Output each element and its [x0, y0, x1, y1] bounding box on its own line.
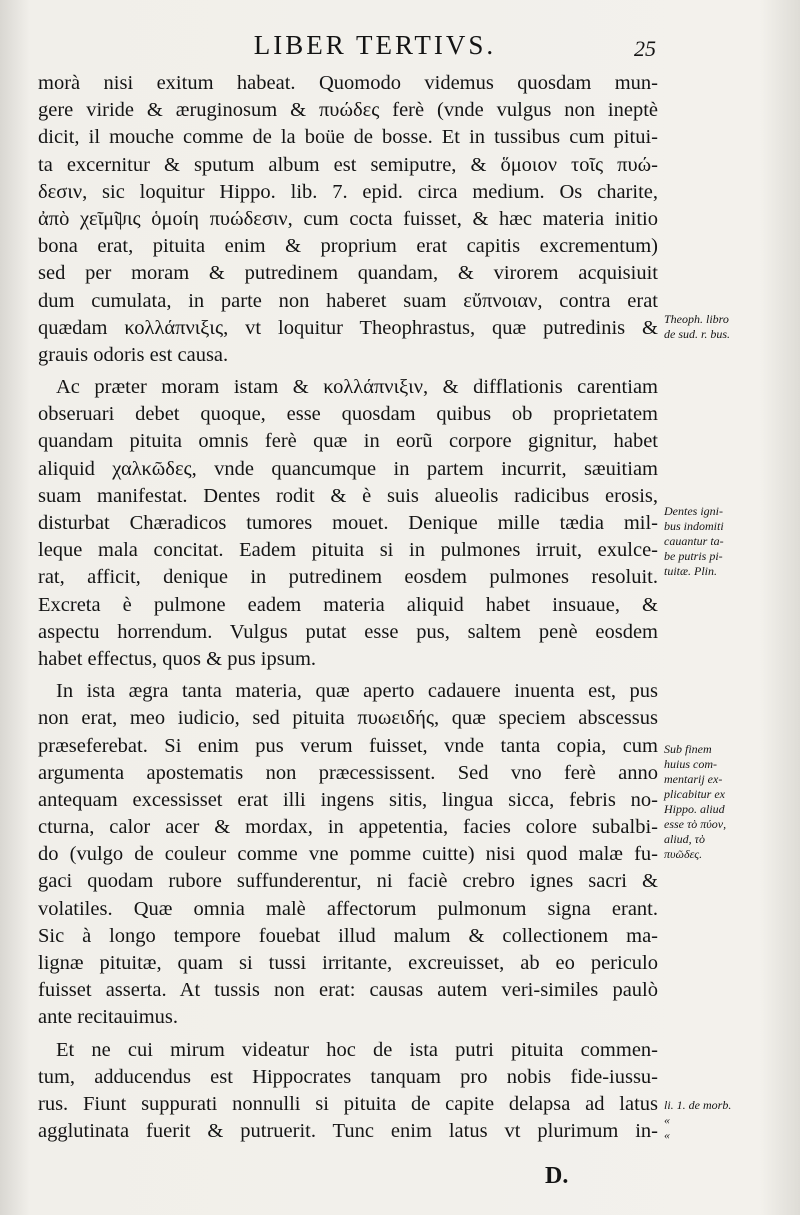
text-line: ἀπὸ χεῖμ̃ψις ὁμοίη πυώδεσιν, cum cocta fuisset, & hæc materia initio [38, 207, 658, 230]
margin-note: li. 1. de morb. « « [664, 1098, 732, 1142]
text-line: quædam κολλάπνιξις, vt loquitur Theophrastus, quæ putredinis & [38, 316, 658, 339]
main-text-block [38, 70, 658, 1145]
text-line: argumenta apostematis non præcessissent. Sed vno ferè anno [38, 761, 658, 784]
text-line: disturbat Chæradicos tumores mouet. Denique mille tædia mil- [38, 512, 658, 534]
text-line: sed per moram & putredinem quandam, & virorem acquisiuit [38, 262, 658, 285]
text-line: dum cumulata, in parte non haberet suam εὔπνοιαν, contra erat [38, 289, 658, 312]
text-line: Ac præter moram istam & κολλάπνιξιν, & difflationis carentiam [56, 376, 658, 399]
text-line: gere viride & æruginosum & πυώδες ferè (vnde vulgus non ineptè [38, 99, 658, 122]
signature-mark: D. [545, 1163, 569, 1189]
text-line: leque mala concitat. Eadem pituita si in pulmones irruit, exulce- [38, 539, 658, 562]
text-line: aspectu horrendum. Vulgus putat esse pus, saltem penè eosdem [38, 620, 658, 643]
text-line: cturna, calor acer & mordax, in appetentia, facies colore subalbi- [38, 816, 658, 839]
text-line: Et ne cui mirum videatur hoc de ista putri pituita commen- [56, 1038, 658, 1061]
text-line: quandam pituita omnis ferè quæ in eorũ corpore gignitur, habet [38, 430, 658, 453]
margin-note: Dentes igni- bus indomiti cauantur ta- be putris pi- tuitæ. Plin. [664, 504, 724, 578]
text-line: ta excernitur & sputum album est semiputre, & ὅμοιον τοῖς πυώ- [38, 153, 658, 176]
margin-note: Theoph. libro de sud. r. bus. [664, 312, 731, 341]
text-line: Sic à longo tempore fouebat illud malum & collectionem ma- [38, 924, 658, 947]
text-line: habet effectus, quos & pus ipsum. [38, 647, 317, 670]
text-line: non erat, meo iudicio, sed pituita πυωειδής, quæ speciem abscessus [38, 707, 658, 730]
text-line: aliquid χαλκῶδες, vnde quancumque in partem incurrit, sæuitiam [38, 457, 658, 480]
text-line: dicit, il mouche comme de la boüe de bosse. Et in tussibus cum pitui- [38, 126, 658, 149]
text-line: rus. Fiunt suppurati nonnulli si pituita de capite delapsa ad latus [38, 1092, 658, 1115]
text-line: volatiles. Quæ omnia malè affectorum pulmonum signa erant. [38, 897, 658, 920]
text-line: fuisset asserta. At tussis non erat: causas autem veri-similes paulò [38, 979, 658, 1002]
text-line: tum, adducendus est Hippocrates tanquam pro nobis fide-iussu- [38, 1065, 658, 1088]
page-number: 25 [634, 36, 656, 61]
text-line: gaci quodam rubore suffunderentur, ni faciè crebro ignes sacri & [38, 870, 658, 893]
text-line: præseferebat. Si enim pus verum fuisset, vnde tanta copia, cum [38, 734, 658, 757]
text-line: δεσιν, sic loquitur Hippo. lib. 7. epid. circa medium. Os charite, [38, 180, 658, 203]
text-line: obseruari debet quoque, esse quosdam quibus ob proprietatem [38, 403, 658, 426]
text-line: antequam excessisset erat illi ingens sitis, lingua sicca, febris no- [38, 788, 658, 811]
text-line: ante recitauimus. [38, 1006, 179, 1029]
text-line: grauis odoris est causa. [38, 343, 229, 366]
text-line: In ista ægra tanta materia, quæ aperto cadauere inuenta est, pus [56, 680, 658, 703]
text-line: suam manifestat. Dentes rodit & è suis alueolis radicibus erosis, [38, 484, 658, 507]
text-line: Excreta è pulmone eadem materia aliquid habet insuaue, & [38, 593, 658, 616]
running-title: LIBER TERTIVS. [253, 30, 497, 60]
text-line: morà nisi exitum habeat. Quomodo videmus quosdam mun- [38, 72, 658, 94]
text-line: bona erat, pituita enim & proprium erat capitis excrementum) [38, 235, 658, 258]
text-line: agglutinata fuerit & putruerit. Tunc enim latus vt plurimum in- [38, 1120, 658, 1143]
text-line: lignæ pituitæ, quam si tussi irritante, excreuisset, ab eo periculo [38, 952, 658, 974]
margin-note: Sub finem huius com- mentarij ex- plicabitur ex Hippo. aliud esse τὸ πύον, aliud, τὸ πυῶδες. [664, 742, 727, 861]
text-line: do (vulgo de couleur comme vne pomme cuitte) nisi quod malæ fu- [38, 843, 658, 866]
text-line: rat, afficit, denique in putredinem eosdem pulmones resoluit. [38, 566, 658, 589]
